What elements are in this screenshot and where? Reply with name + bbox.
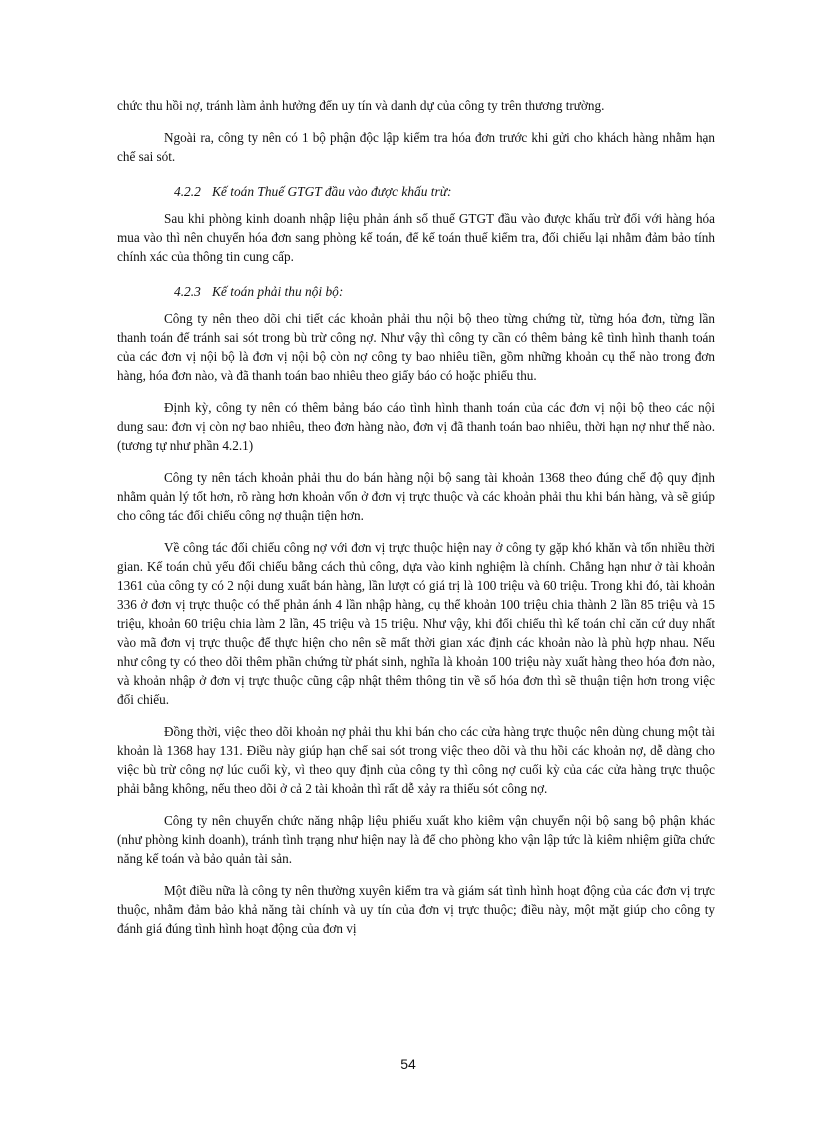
paragraph-internal-receivables-7: Một điều nữa là công ty nên thường xuyên kiểm tra và giám sát tình hình hoạt động của các đơn vị trực thuộc, nhằm đảm bảo khả năng tài chính và uy tín của đơn vị trực thuộc; điều này, một mặt giúp cho công ty đánh giá đúng tình hình hoạt động của đơn vị: [117, 883, 715, 936]
paragraph-internal-receivables-5: Đồng thời, việc theo dõi khoản nợ phải thu khi bán cho các cửa hàng trực thuộc nên dùng chung một tài khoản là 1368 hay 131. Điều này giúp hạn chế sai sót trong việc theo dõi và thu hồi các khoản nợ, dễ dàng cho việc bù trừ công nợ lúc cuối kỳ, vì theo quy định của công ty thì công nợ cuối kỳ của các cửa hàng trực thuộc phải bằng không, nếu theo dõi ở cả 2 tài khoản thì rất dễ xảy ra thiếu sót công nợ.: [117, 724, 715, 796]
paragraph-internal-receivables-4: Về công tác đối chiếu công nợ với đơn vị trực thuộc hiện nay ở công ty gặp khó khăn và tốn nhiều thời gian. Kế toán chủ yếu đối chiếu bằng cách thủ công, dựa vào kinh nghiệm là chính. Chẳng hạn như ở tài khoản 1361 của công ty có 2 nội dung xuất bán hàng, lần lượt có giá trị là 100 triệu và 60 triệu. Trong khi đó, tài khoản 336 ở đơn vị trực thuộc có thể phản ánh 4 lần nhập hàng, cụ thể khoản 100 triệu chia thành 2 lần 85 triệu và 15 triệu, khoản 60 triệu chia làm 2 lần, 45 triệu và 15 triệu. Như vậy, khi đối chiếu thì kế toán chỉ căn cứ duy nhất vào mã đơn vị trực thuộc để thực hiện cho nên sẽ mất thời gian xác định các khoản nào là phù hợp nhau. Nếu như công ty có theo dõi thêm phần chứng từ phát sinh, nghĩa là khoản 100 triệu này xuất hàng theo hóa đơn nào, và khoản nhập ở đơn vị trực thuộc cũng cập nhật thêm thông tin về số hóa đơn thì sẽ thuận tiện hơn trong việc đối chiếu.: [117, 540, 715, 707]
section-number: 4.2.3: [174, 284, 201, 299]
paragraph-internal-receivables-6: Công ty nên chuyển chức năng nhập liệu phiếu xuất kho kiêm vận chuyển nội bộ sang bộ phận khác (như phòng kinh doanh), tránh tình trạng như hiện nay là để cho phòng kho vận lập tức là kiêm nhiệm giữa chức năng kế toán và bảo quản tài sản.: [117, 813, 715, 866]
section-heading-4-2-3: [174, 282, 715, 301]
paragraph-internal-receivables-3: Công ty nên tách khoản phải thu do bán hàng nội bộ sang tài khoản 1368 theo đúng chế độ quy định nhằm quản lý tốt hơn, rõ ràng hơn khoản vốn ở đơn vị trực thuộc và các khoản phải thu khi bán hàng, và sẽ giúp cho công tác đối chiếu công nợ thuận tiện hơn.: [117, 470, 715, 523]
section-heading-4-2-2: [174, 182, 715, 201]
page-number: 54: [400, 1056, 416, 1072]
paragraph-continuation: chức thu hồi nợ, tránh làm ảnh hưởng đến uy tín và danh dự của công ty trên thương trường.: [117, 98, 605, 113]
paragraph-internal-receivables-2: Định kỳ, công ty nên có thêm bảng báo cáo tình hình thanh toán của các đơn vị nội bộ theo các nội dung sau: đơn vị còn nợ bao nhiêu, theo đơn hàng nào, đơn vị đã thanh toán bao nhiêu, thời hạn nợ như thế nào. (tương tự như phần 4.2.1): [117, 400, 715, 453]
section-number: 4.2.2: [174, 184, 201, 199]
paragraph-internal-receivables-1: Công ty nên theo dõi chi tiết các khoản phải thu nội bộ theo từng chứng từ, từng hóa đơn, từng lần thanh toán để tránh sai sót trong bù trừ công nợ. Như vậy thì công ty cần có thêm bảng kê tình hình thanh toán của các đơn vị nội bộ là đơn vị nội bộ còn nợ công ty bao nhiêu tiền, gồm những khoản cụ thể nào trong đơn hàng, hóa đơn nào, và đã thanh toán bao nhiêu theo giấy báo có hoặc phiếu thu.: [117, 311, 715, 383]
page-body: [117, 96, 715, 951]
paragraph-invoice-check: Ngoài ra, công ty nên có 1 bộ phận độc lập kiểm tra hóa đơn trước khi gửi cho khách hàng nhằm hạn chế sai sót.: [117, 130, 715, 164]
section-title: Kế toán phải thu nội bộ:: [212, 284, 344, 299]
paragraph-vat-input: Sau khi phòng kinh doanh nhập liệu phản ánh số thuế GTGT đầu vào được khấu trừ đối với hàng hóa mua vào thì nên chuyển hóa đơn sang phòng kế toán, để kế toán thuế kiểm tra, đối chiếu lại nhằm đảm bảo tính chính xác của thông tin cung cấp.: [117, 211, 715, 264]
section-title: Kế toán Thuế GTGT đầu vào được khấu trừ:: [212, 184, 452, 199]
